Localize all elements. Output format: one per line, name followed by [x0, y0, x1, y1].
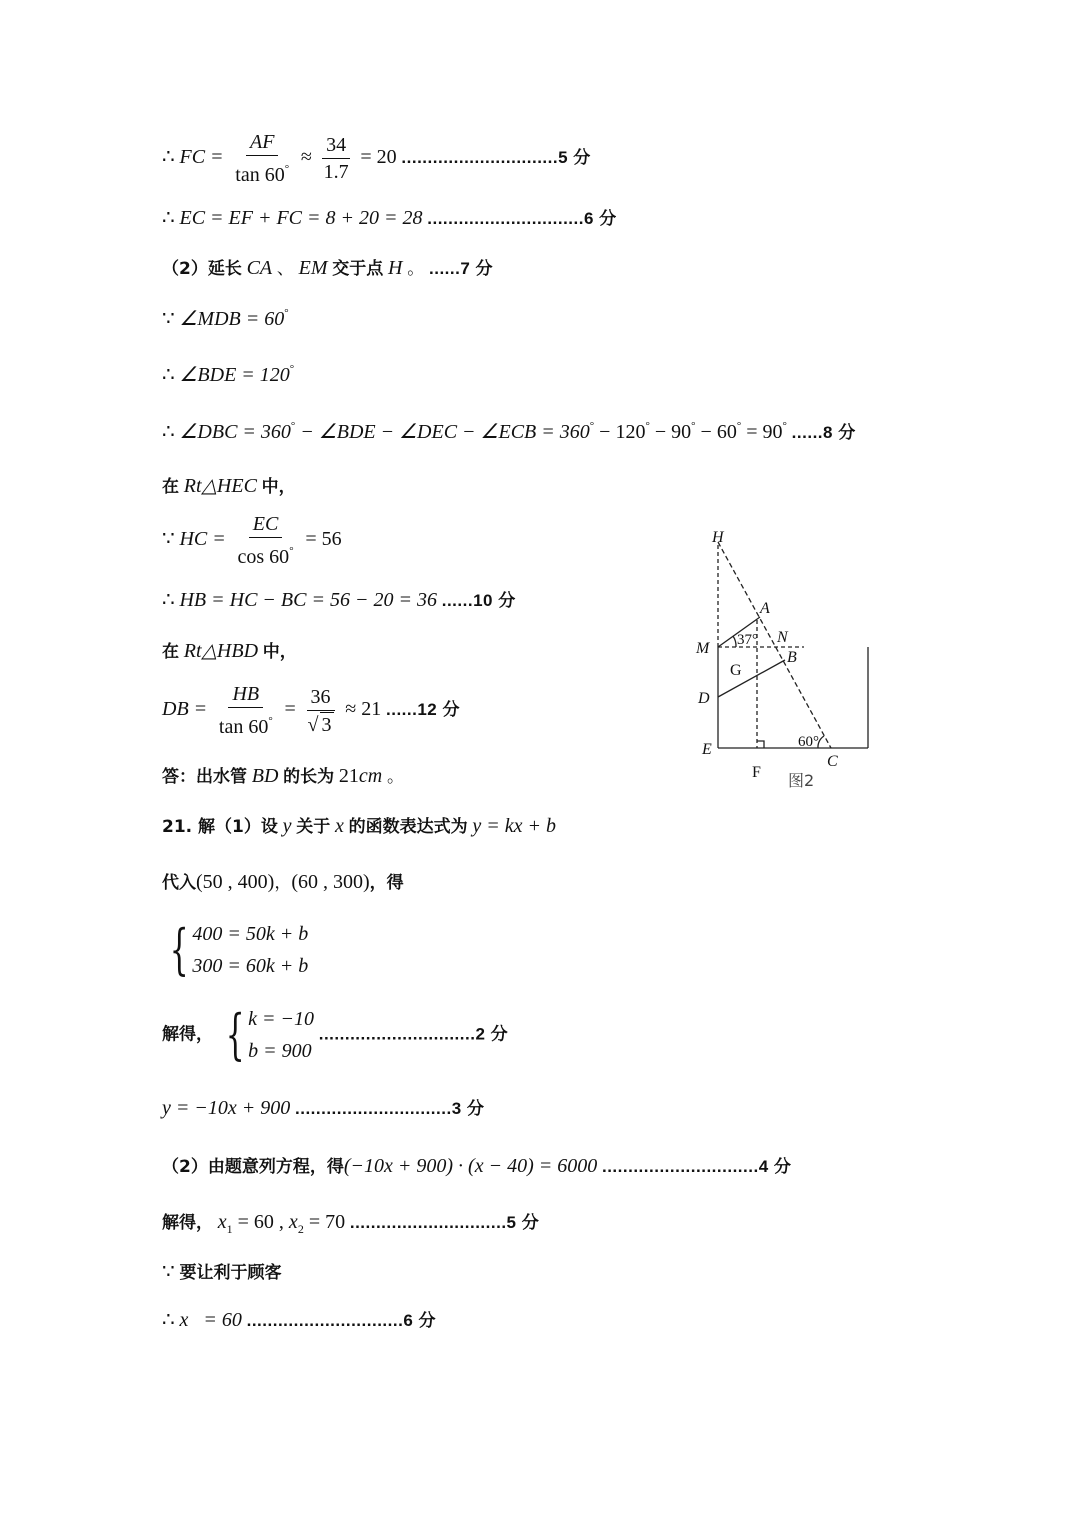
frac-num: 36: [307, 685, 335, 711]
expr: (−10x + 900) · (x − 40) = 6000: [343, 1155, 598, 1177]
frac-den: cos 60°: [237, 545, 294, 568]
solution-row: k = −10: [248, 1008, 314, 1030]
equation-system: [162, 918, 308, 982]
system-rows: [248, 1003, 314, 1067]
frac-den: √ 3: [307, 713, 332, 736]
label-a: A: [760, 600, 770, 617]
text-post: 中，: [261, 477, 296, 497]
label-c: C: [827, 753, 838, 770]
expr-part: = 90: [741, 421, 783, 443]
text-pre: 答：出水管: [162, 767, 247, 787]
line-bde: ∴ ∠BDE = 120°: [162, 363, 295, 386]
expr: EC = EF + FC = 8 + 20 = 28: [179, 207, 423, 229]
label-g: G: [730, 662, 742, 679]
therefore-symbol: ∴: [162, 145, 175, 168]
label-n: N: [777, 629, 788, 646]
expr-part: − 90: [649, 421, 692, 443]
line-customer: [162, 1258, 281, 1284]
den-text: tan 60: [218, 716, 269, 738]
frac-den: tan 60°: [235, 163, 290, 186]
score-mark: 6 分: [583, 209, 617, 228]
triangle-expr: Rt△HEC: [183, 475, 257, 497]
text-post: ，得: [369, 873, 404, 893]
fraction: [231, 130, 293, 187]
den-text: cos 60: [237, 546, 290, 568]
line-q21: [162, 812, 556, 838]
dot-leader: ......: [441, 591, 474, 610]
line-mdb: ∵ ∠MDB = 60°: [162, 307, 289, 330]
text-pre: 在: [162, 642, 179, 662]
line-final: [162, 1306, 436, 1332]
line-extend: [162, 254, 493, 280]
dot-leader: ..............................: [295, 1099, 452, 1118]
dot-leader: ......: [429, 259, 461, 278]
line-dbc: ∴ ∠DBC = 360° − ∠BDE − ∠DEC − ∠ECB = 360° − 120° − 90° − 60° = 90° ......8 分: [162, 420, 856, 443]
frac-num: EC: [249, 512, 283, 538]
period: 。: [387, 767, 404, 787]
text-mid: 的函数表达式为: [348, 817, 468, 837]
solution-system: [218, 1003, 314, 1067]
text-pre: 解得，: [162, 1213, 213, 1233]
because-symbol: ∵: [162, 527, 175, 550]
line-rt-hec: [162, 472, 296, 498]
line-hc-dashed: [718, 542, 831, 748]
dot-leader: ..............................: [246, 1311, 404, 1330]
approx-sign: ≈: [300, 145, 312, 168]
expr-part: − 120: [594, 421, 646, 443]
triangle-expr: Rt△HBD: [183, 640, 259, 662]
text-pre: （2）由题意列方程，得: [162, 1157, 344, 1177]
question-label: 21. 解（1）设: [162, 817, 278, 837]
frac-den: 1.7: [323, 161, 349, 183]
score-mark: 12 分: [417, 699, 460, 719]
therefore-symbol: ∴: [162, 207, 175, 229]
line-substitute: [162, 868, 404, 894]
root-1: = 60 ,: [232, 1211, 289, 1233]
fraction-2: [304, 685, 338, 737]
text-post: 中，: [262, 642, 297, 662]
fraction-2: [320, 133, 353, 184]
part-label: （2）延长: [162, 259, 242, 279]
frac-den: tan 60°: [218, 715, 273, 738]
expr: ∠BDE = 120: [179, 364, 290, 386]
dot-leader: ..............................: [318, 1024, 476, 1044]
separator: 、: [276, 259, 294, 279]
equation-row: 400 = 50k + b: [192, 923, 309, 945]
angle-37-arc: [733, 636, 736, 647]
text-mid: 关于: [296, 817, 331, 837]
score-mark: 7 分: [460, 259, 494, 278]
var-ca: CA: [246, 257, 273, 279]
score-mark: 5 分: [558, 147, 591, 167]
expr-part: ∠DBC = 360: [179, 421, 291, 443]
expr-rhs: = 20: [360, 145, 397, 168]
geometry-figure: [690, 520, 880, 800]
expr: x = 60: [179, 1309, 242, 1331]
line-db: [718, 660, 785, 697]
therefore-symbol: ∴: [162, 364, 175, 386]
expr-rhs: = 56: [305, 527, 342, 550]
dot-leader: ..............................: [427, 209, 584, 228]
solution-row: b = 900: [248, 1040, 312, 1062]
line-fc: [162, 130, 591, 187]
den-text: tan 60: [235, 164, 285, 186]
label-d: D: [698, 690, 710, 707]
dot-leader: ..............................: [401, 147, 559, 167]
label-m: M: [696, 640, 710, 657]
expr-part: − ∠BDE − ∠DEC − ∠ECB = 360: [295, 421, 590, 443]
label-b: B: [787, 649, 797, 666]
var-x: x: [335, 815, 344, 837]
expr: y = −10x + 900: [162, 1097, 291, 1119]
score-mark: 2 分: [475, 1024, 509, 1044]
label-f: F: [752, 764, 761, 781]
expr: y = kx + b: [472, 815, 557, 837]
var-x1: x: [217, 1211, 227, 1233]
expr-part: − 60: [695, 421, 737, 443]
score-mark: 5 分: [506, 1213, 540, 1232]
score-mark: 6 分: [403, 1311, 436, 1330]
line-roots: 解得， $x_1 = 60$ , $x_2 = 70$ ..............................5 分: [162, 1211, 540, 1236]
line-hc: [162, 512, 342, 569]
score-mark: 8 分: [823, 423, 856, 442]
expr-rhs: ≈ 21: [345, 697, 382, 720]
period: 。: [407, 259, 425, 279]
brace: {: [225, 1003, 245, 1066]
sqrt-radicand: 3: [321, 713, 332, 736]
line-db: [162, 682, 460, 739]
score-mark: 3 分: [451, 1099, 485, 1118]
equation-row: 300 = 60k + b: [192, 955, 309, 977]
expr: ∠MDB = 60: [179, 308, 285, 330]
answer-value: 21: [338, 765, 359, 787]
label-e: E: [702, 741, 712, 758]
expr-lhs: HC =: [179, 527, 226, 550]
separator: ，: [274, 873, 292, 893]
answer-unit: cm: [358, 765, 383, 787]
line-hb: [162, 586, 516, 612]
score-mark: 4 分: [758, 1157, 792, 1176]
right-angle-mark: [757, 741, 764, 748]
text-mid: 交于点: [332, 259, 384, 279]
equals-sign: =: [284, 697, 296, 720]
text-pre: 解得，: [162, 1024, 213, 1045]
frac-num: AF: [246, 130, 278, 156]
frac-num: 34: [322, 133, 350, 159]
expr: HB = HC − BC = 56 − 20 = 36: [179, 589, 437, 611]
fraction: [215, 682, 277, 739]
text-pre: 在: [162, 477, 179, 497]
expr-lhs: FC =: [179, 145, 224, 168]
var-em: EM: [298, 257, 328, 279]
line-equation: [162, 1152, 791, 1178]
line-system: [162, 918, 308, 982]
because-symbol: ∵: [162, 308, 175, 330]
because-symbol: ∵: [162, 1261, 175, 1283]
expr-lhs: DB =: [162, 697, 208, 720]
var-x2: x: [288, 1211, 298, 1233]
var-y: y: [282, 815, 292, 837]
text-pre: 代入: [162, 873, 196, 893]
label-angle-37: 37°: [737, 632, 758, 648]
therefore-symbol: ∴: [162, 1309, 175, 1331]
line-function: [162, 1094, 484, 1120]
brace: {: [169, 918, 189, 981]
label-angle-60: 60°: [798, 734, 819, 750]
therefore-symbol: ∴: [162, 421, 175, 443]
root-2: = 70: [303, 1211, 346, 1233]
line-answer: [162, 762, 404, 788]
var-bd: BD: [251, 765, 279, 787]
frac-num: HB: [228, 682, 263, 708]
line-solve: [162, 1003, 508, 1067]
system-rows: [192, 918, 308, 982]
text-mid: 的长为: [283, 767, 335, 787]
dot-leader: ..............................: [601, 1157, 759, 1176]
therefore-symbol: ∴: [162, 589, 175, 611]
line-ec: [162, 204, 617, 230]
figure-caption: 图2: [788, 771, 815, 790]
text: 要让利于顾客: [179, 1263, 282, 1283]
dot-leader: ......: [791, 423, 824, 442]
var-h: H: [388, 257, 403, 279]
label-h: H: [712, 529, 724, 546]
line-rt-hbd: [162, 637, 297, 663]
point-2: (60 , 300): [291, 871, 370, 893]
fraction: [234, 512, 298, 569]
dot-leader: ......: [386, 699, 418, 719]
score-mark: 10 分: [473, 591, 516, 610]
point-1: (50 , 400): [196, 871, 275, 893]
dot-leader: ..............................: [349, 1213, 507, 1232]
